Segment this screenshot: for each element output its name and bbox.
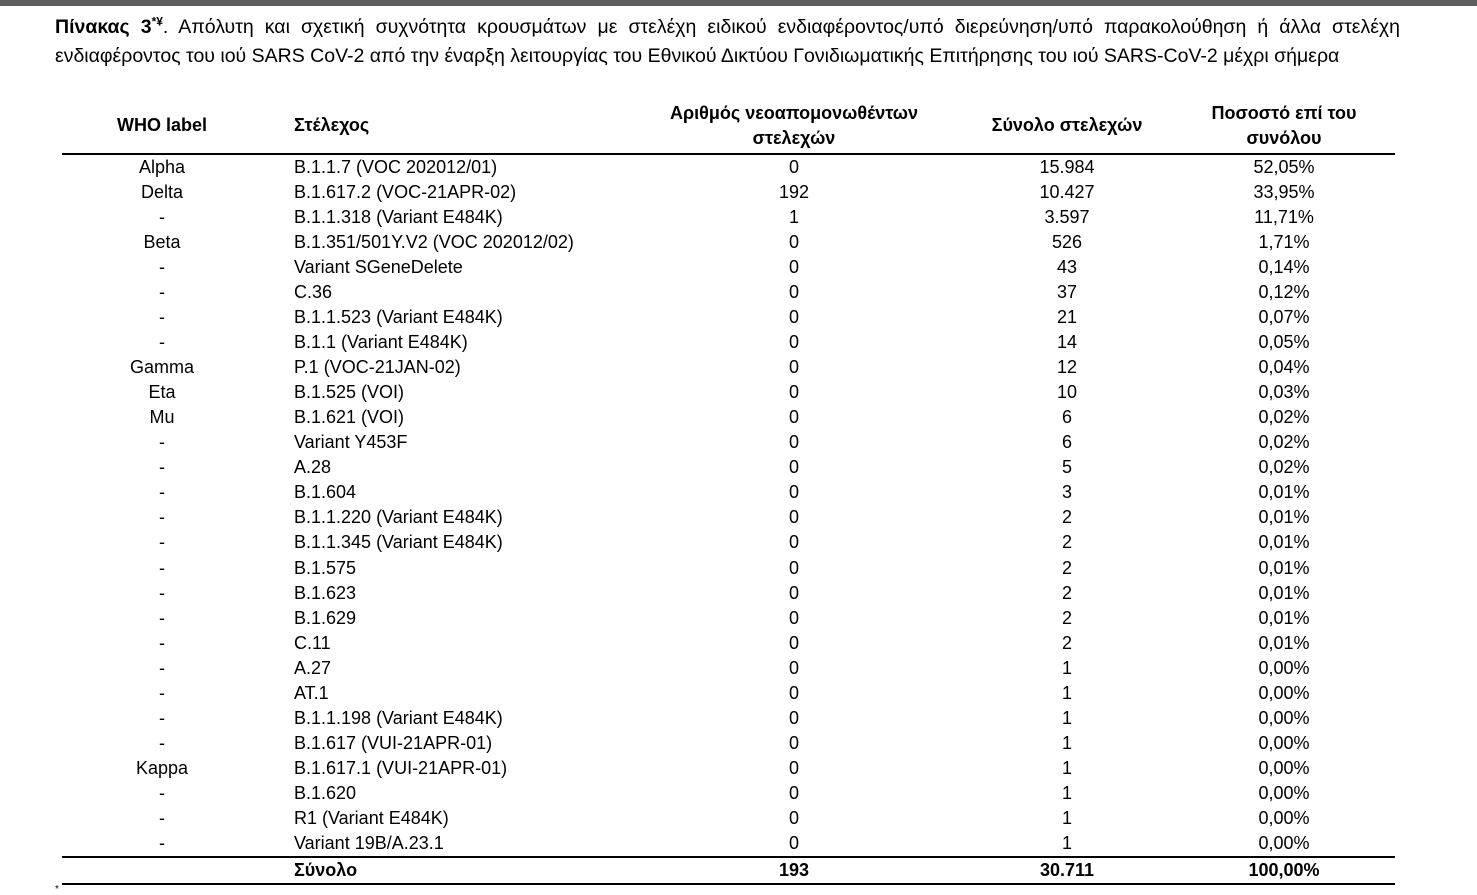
who-label-cell: -	[159, 782, 165, 803]
strain-cell: B.1.620	[294, 782, 357, 803]
who-label-cell: Gamma	[129, 357, 194, 378]
strain-cell: B.1.629	[294, 607, 357, 628]
percent-cell: 0,01%	[1258, 482, 1310, 503]
strain-cell: B.1.1.318 (Variant E484K)	[294, 207, 503, 228]
total-row	[62, 856, 1395, 885]
table-row	[62, 706, 1395, 731]
percent-cell: 0,07%	[1258, 307, 1310, 328]
table-row	[62, 505, 1395, 530]
total-count-cell: 5	[1061, 457, 1072, 478]
isolated-count-cell: 0	[788, 407, 799, 428]
who-label-cell: -	[159, 207, 165, 228]
percent-cell: 11,71%	[1254, 207, 1314, 228]
percent-cell: 33,95%	[1253, 182, 1315, 203]
table-row	[62, 355, 1395, 380]
table-row	[62, 781, 1395, 806]
percent-cell: 0,12%	[1258, 282, 1310, 303]
strain-cell: A.28	[294, 457, 332, 478]
isolated-count-cell: 1	[788, 207, 799, 228]
table-row	[62, 255, 1395, 280]
who-label-cell: -	[159, 657, 165, 678]
table-row	[62, 631, 1395, 656]
who-label-cell: Delta	[140, 182, 184, 203]
strain-cell: B.1.1.7 (VOC 202012/01)	[294, 157, 498, 177]
header-percent: Ποσοστό επί του συνόλου	[1211, 102, 1357, 148]
total-label: Σύνολο	[294, 859, 358, 880]
total-count-cell: 526	[1051, 232, 1083, 253]
who-label-cell: Mu	[149, 407, 175, 428]
strain-cell: B.1.621 (VOI)	[294, 407, 405, 428]
who-label-cell: -	[159, 507, 165, 528]
table-row	[62, 731, 1395, 756]
who-label-cell: -	[159, 332, 165, 353]
percent-cell: 0,14%	[1258, 257, 1310, 278]
table-row	[62, 681, 1395, 706]
table-row	[62, 380, 1395, 405]
percent-cell: 0,00%	[1258, 657, 1310, 678]
header-strain: Στέλεχος	[294, 115, 370, 135]
isolated-count-cell: 0	[788, 682, 799, 703]
strain-cell: B.1.1 (Variant E484K)	[294, 332, 468, 353]
strain-cell: B.1.617.1 (VUI-21APR-01)	[294, 757, 508, 778]
total-count-cell: 37	[1056, 282, 1078, 303]
table-body	[62, 155, 1395, 856]
strain-cell: C.36	[294, 282, 333, 303]
isolated-count-cell: 0	[788, 457, 799, 478]
table-row	[62, 806, 1395, 831]
isolated-count-cell: 0	[788, 607, 799, 628]
who-label-cell: -	[159, 707, 165, 728]
total-count-cell: 1	[1061, 832, 1072, 853]
who-label-cell: Eta	[148, 382, 176, 403]
total-count-cell: 10.427	[1039, 182, 1095, 203]
isolated-count-cell: 0	[788, 657, 799, 678]
header-isolated: Αριθμός νεοαπομονωθέντων στελεχών	[670, 102, 918, 148]
table-row	[62, 606, 1395, 631]
window-top-bar	[0, 0, 1477, 6]
total-count-cell: 2	[1061, 607, 1072, 628]
percent-cell: 0,00%	[1258, 707, 1310, 728]
isolated-count-cell: 0	[788, 757, 799, 778]
isolated-count-cell: 0	[788, 332, 799, 353]
isolated-count-cell: 0	[788, 732, 799, 753]
isolated-count-cell: 0	[788, 357, 799, 378]
table-header	[62, 98, 1395, 155]
table-row	[62, 280, 1395, 305]
percent-cell: 0,01%	[1258, 582, 1310, 603]
total-count-cell: 2	[1061, 507, 1072, 528]
isolated-count-cell: 192	[778, 182, 810, 203]
strain-cell: B.1.623	[294, 582, 357, 603]
percent-cell: 0,01%	[1258, 532, 1310, 553]
table-row	[62, 205, 1395, 230]
caption-mark: *¥	[151, 14, 163, 29]
percent-cell: 0,02%	[1258, 432, 1310, 453]
table-row	[62, 756, 1395, 781]
table-row	[62, 656, 1395, 681]
who-label-cell: -	[159, 557, 165, 578]
total-count-cell: 1	[1061, 657, 1072, 678]
strain-cell: C.11	[294, 632, 331, 653]
percent-cell: 0,05%	[1258, 332, 1310, 353]
strain-cell: B.1.525 (VOI)	[294, 382, 405, 403]
total-count-cell: 6	[1061, 407, 1072, 428]
strain-cell: B.1.1.345 (Variant E484K)	[294, 532, 503, 553]
total-count-cell: 14	[1056, 332, 1078, 353]
isolated-count-cell: 0	[788, 807, 799, 828]
table-row	[62, 530, 1395, 555]
total-count-cell: 3	[1061, 482, 1072, 503]
who-label-cell: -	[159, 607, 165, 628]
table-row	[62, 581, 1395, 606]
who-label-cell: -	[159, 582, 165, 603]
total-count-cell: 12	[1056, 357, 1078, 378]
percent-cell: 0,00%	[1258, 682, 1310, 703]
total-count-cell: 2	[1061, 582, 1072, 603]
total-count-cell: 1	[1061, 732, 1072, 753]
strain-cell: Variant SGeneDelete	[294, 257, 463, 278]
who-label-cell: Kappa	[135, 757, 189, 778]
percent-cell: 0,00%	[1258, 832, 1310, 853]
who-label-cell: -	[159, 482, 165, 503]
total-count-cell: 2	[1061, 532, 1072, 553]
percent-cell: 0,02%	[1258, 407, 1310, 428]
strain-cell: B.1.617.2 (VOC-21APR-02)	[294, 182, 517, 203]
strain-cell: A.27	[294, 657, 332, 678]
isolated-count-cell: 0	[788, 632, 799, 653]
who-label-cell: -	[159, 432, 165, 453]
total-count-cell: 2	[1061, 557, 1072, 578]
table-row	[62, 155, 1395, 180]
total-count-cell: 3.597	[1044, 207, 1090, 228]
percent-cell: 0,02%	[1258, 457, 1310, 478]
table-row	[62, 330, 1395, 355]
table-row	[62, 405, 1395, 430]
strain-cell: P.1 (VOC-21JAN-02)	[294, 357, 461, 378]
who-label-cell: -	[159, 532, 165, 553]
isolated-count-cell: 0	[788, 507, 799, 528]
strain-cell: AT.1	[294, 682, 329, 703]
strain-cell: B.1.617 (VUI-21APR-01)	[294, 732, 493, 753]
isolated-count-cell: 0	[788, 532, 799, 553]
total-count-cell: 6	[1061, 432, 1072, 453]
percent-cell: 52,05%	[1253, 157, 1315, 177]
percent-cell: 0,01%	[1258, 632, 1310, 653]
who-label-cell: -	[159, 682, 165, 703]
strain-cell: B.1.351/501Y.V2 (VOC 202012/02)	[294, 232, 574, 253]
total-count-cell: 1	[1061, 782, 1072, 803]
total-who	[62, 858, 262, 883]
caption-label: Πίνακας 3	[55, 16, 152, 38]
who-label-cell: -	[159, 282, 165, 303]
strain-cell: B.1.604	[294, 482, 357, 503]
percent-cell: 0,01%	[1258, 507, 1310, 528]
percent-cell: 0,00%	[1258, 807, 1310, 828]
strain-cell: Variant 19B/A.23.1	[294, 832, 444, 853]
percent-cell: 0,00%	[1258, 782, 1310, 803]
who-label-cell: -	[159, 257, 165, 278]
isolated-count-cell: 0	[788, 232, 799, 253]
total-count-cell: 21	[1056, 307, 1078, 328]
isolated-count-cell: 0	[788, 432, 799, 453]
variants-table	[62, 98, 1395, 885]
who-label-cell: Beta	[143, 232, 181, 253]
strain-cell: B.1.1.523 (Variant E484K)	[294, 307, 503, 328]
isolated-count-cell: 0	[788, 307, 799, 328]
who-label-cell: -	[159, 457, 165, 478]
isolated-count-cell: 0	[788, 482, 799, 503]
who-label-cell: Alpha	[138, 157, 186, 177]
total-percent: 100,00%	[1248, 859, 1320, 880]
isolated-count-cell: 0	[788, 707, 799, 728]
isolated-count-cell: 0	[788, 557, 799, 578]
isolated-count-cell: 0	[788, 157, 799, 177]
table-row	[62, 180, 1395, 205]
strain-cell: B.1.1.220 (Variant E484K)	[294, 507, 503, 528]
strain-cell: B.1.1.198 (Variant E484K)	[294, 707, 503, 728]
footnote-mark: *	[55, 884, 59, 895]
strain-cell: B.1.575	[294, 557, 357, 578]
total-strains: 30.711	[1039, 859, 1095, 880]
header-who-label: WHO label	[116, 115, 207, 135]
strain-cell: R1 (Variant E484K)	[294, 807, 449, 828]
total-count-cell: 1	[1061, 682, 1072, 703]
percent-cell: 1,71%	[1258, 232, 1310, 253]
total-isolated: 193	[778, 859, 810, 880]
isolated-count-cell: 0	[788, 782, 799, 803]
isolated-count-cell: 0	[788, 282, 799, 303]
table-row	[62, 480, 1395, 505]
total-count-cell: 15.984	[1039, 157, 1095, 177]
who-label-cell: -	[159, 832, 165, 853]
percent-cell: 0,03%	[1258, 382, 1310, 403]
total-count-cell: 1	[1061, 807, 1072, 828]
total-count-cell: 43	[1056, 257, 1078, 278]
percent-cell: 0,01%	[1258, 557, 1310, 578]
who-label-cell: -	[159, 632, 165, 653]
table-caption	[55, 13, 1400, 70]
percent-cell: 0,01%	[1258, 607, 1310, 628]
total-count-cell: 10	[1056, 382, 1078, 403]
who-label-cell: -	[159, 732, 165, 753]
caption-text: . Απόλυτη και σχετική συχνότητα κρουσμάτων με στελέχη ειδικού ενδιαφέροντος/υπό διερεύνηση/υπό παρακολούθηση ή άλλα στελέχη ενδιαφέροντος του ιού SARS CoV-2 από την έναρξη λειτουργίας του Εθνικού Δικτύου Γονιδιωματικής Επιτήρησης του ιού SARS-CoV-2 μέχρι σήμερα	[55, 16, 1400, 67]
who-label-cell: -	[159, 307, 165, 328]
total-count-cell: 2	[1061, 632, 1072, 653]
percent-cell: 0,04%	[1258, 357, 1310, 378]
table-row	[62, 556, 1395, 581]
table-row	[62, 305, 1395, 330]
table-row	[62, 430, 1395, 455]
header-total: Σύνολο στελεχών	[991, 115, 1143, 135]
table-row	[62, 230, 1395, 255]
isolated-count-cell: 0	[788, 382, 799, 403]
strain-cell: Variant Y453F	[294, 432, 408, 453]
percent-cell: 0,00%	[1258, 757, 1310, 778]
isolated-count-cell: 0	[788, 257, 799, 278]
table-row	[62, 831, 1395, 856]
who-label-cell: -	[159, 807, 165, 828]
isolated-count-cell: 0	[788, 832, 799, 853]
isolated-count-cell: 0	[788, 582, 799, 603]
percent-cell: 0,00%	[1258, 732, 1310, 753]
total-count-cell: 1	[1061, 707, 1072, 728]
table-row	[62, 455, 1395, 480]
total-count-cell: 1	[1061, 757, 1072, 778]
